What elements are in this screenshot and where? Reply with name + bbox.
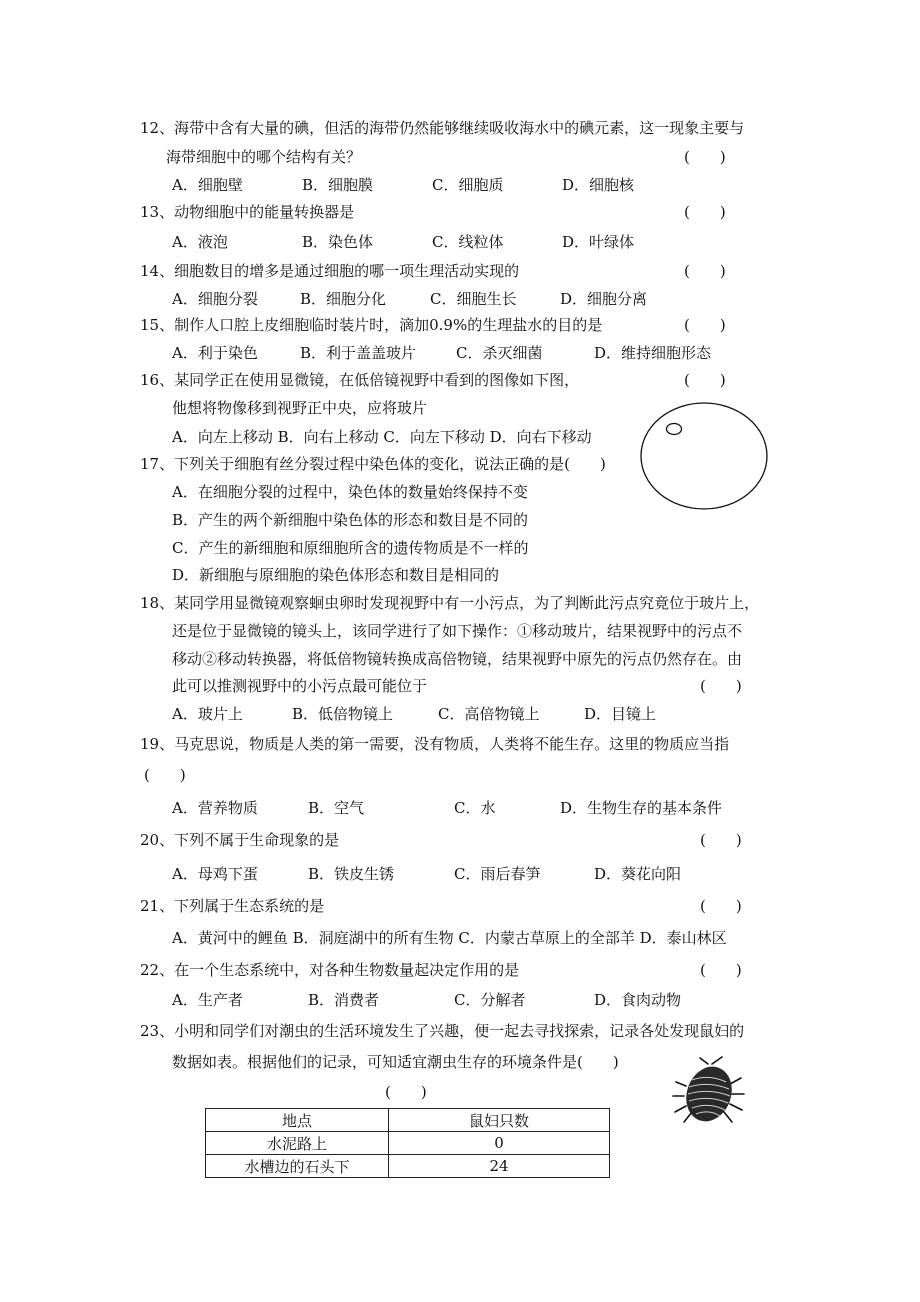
header-count: 鼠妇只数 [389, 1109, 610, 1132]
table-row [206, 1155, 610, 1178]
table-header-row [206, 1109, 610, 1132]
q22-option-c: C．分解者 [454, 991, 526, 1009]
q22-option-d: D．食肉动物 [594, 991, 682, 1009]
q12-option-d: D．细胞核 [562, 176, 635, 194]
q20-option-a: A．母鸡下蛋 [172, 865, 258, 883]
q12-option-b: B．细胞膜 [302, 176, 374, 194]
q19-answer-paren: ( ) [144, 766, 186, 784]
q23-stem-line1: 23、小明和同学们对潮虫的生活环境发生了兴趣，便一起去寻找探索，记录各处发现鼠妇的 [140, 1022, 745, 1040]
q16-stem-line1: 16、某同学正在使用显微镜，在低倍镜视野中看到的图像如下图， [140, 371, 580, 389]
q12-option-c: C．细胞质 [432, 176, 504, 194]
q15-option-b: B．利于盖盖玻片 [300, 344, 417, 362]
q14-option-c: C．细胞生长 [430, 290, 517, 308]
q13-stem: 13、动物细胞中的能量转换器是 [140, 203, 355, 221]
q12-stem-line1: 12、海带中含有大量的碘，但活的海带仍然能够继续吸收海水中的碘元素，这一现象主要与 [140, 119, 745, 137]
q20-option-d: D．葵花向阳 [594, 865, 682, 883]
q15-answer-paren: ( ) [684, 316, 726, 334]
pillbug-icon [668, 1056, 748, 1126]
q16-answer-paren: ( ) [684, 371, 726, 389]
q18-stem-line3: 移动②移动转换器，将低倍物镜转换成高倍物镜，结果视野中原先的污点仍然存在。由 [172, 650, 743, 668]
cell-location: 水泥路上 [206, 1132, 389, 1155]
q20-option-b: B．铁皮生锈 [308, 865, 395, 883]
q15-option-c: C．杀灭细菌 [456, 344, 543, 362]
q15-option-a: A．利于染色 [172, 344, 258, 362]
q13-option-c: C．线粒体 [432, 233, 504, 251]
q13-option-b: B．染色体 [302, 233, 374, 251]
q19-option-d: D．生物生存的基本条件 [560, 799, 723, 817]
q14-answer-paren: ( ) [684, 262, 726, 280]
q16-stem-line2: 他想将物像移到视野正中央，应将玻片 [172, 399, 428, 417]
q18-option-c: C．高倍物镜上 [438, 705, 540, 723]
q23-stem-line2: 数据如表。根据他们的记录，可知适宜潮虫生存的环境条件是( ) [172, 1053, 619, 1071]
q18-answer-paren: ( ) [700, 677, 742, 695]
q18-option-a: A．玻片上 [172, 705, 243, 723]
q17-stem: 17、下列关于细胞有丝分裂过程中染色体的变化，说法正确的是( ) [140, 455, 606, 473]
q12-option-a: A．细胞壁 [172, 176, 243, 194]
q19-stem: 19、马克思说，物质是人类的第一需要，没有物质，人类将不能生存。这里的物质应当指 [140, 735, 730, 753]
q18-option-d: D．目镜上 [584, 705, 657, 723]
q18-stem-line1: 18、某同学用显微镜观察蛔虫卵时发现视野中有一小污点，为了判断此污点究竟位于玻片上， [140, 594, 760, 612]
q22-option-a: A．生产者 [172, 991, 243, 1009]
q14-stem: 14、细胞数目的增多是通过细胞的哪一项生理活动实现的 [140, 262, 520, 280]
q13-option-d: D．叶绿体 [562, 233, 635, 251]
table-row [206, 1132, 610, 1155]
q23-answer-paren: ( ) [385, 1083, 427, 1101]
q18-stem-line2: 还是位于显微镜的镜头上，该同学进行了如下操作：①移动玻片，结果视野中的污点不 [172, 622, 743, 640]
q13-answer-paren: ( ) [684, 203, 726, 221]
q20-option-c: C．雨后春笋 [454, 865, 541, 883]
q18-option-b: B．低倍物镜上 [292, 705, 394, 723]
q22-answer-paren: ( ) [700, 961, 742, 979]
q21-stem: 21、下列属于生态系统的是 [140, 897, 325, 915]
q14-option-a: A．细胞分裂 [172, 290, 258, 308]
q17-option-d: D．新细胞与原细胞的染色体形态和数目是相同的 [172, 566, 500, 584]
cell-location: 水槽边的石头下 [206, 1155, 389, 1178]
q15-stem: 15、制作人口腔上皮细胞临时装片时，滴加0.9%的生理盐水的目的是 [140, 316, 603, 334]
q17-option-a: A．在细胞分裂的过程中，染色体的数量始终保持不变 [172, 483, 528, 501]
q22-stem: 22、在一个生态系统中，对各种生物数量起决定作用的是 [140, 961, 520, 979]
q20-answer-paren: ( ) [700, 831, 742, 849]
q21-options: A．黄河中的鲤鱼 B．洞庭湖中的所有生物 C．内蒙古草原上的全部羊 D．泰山林区 [172, 929, 727, 947]
q16-options: A．向左上移动 B．向右上移动 C．向左下移动 D．向右下移动 [172, 428, 592, 446]
cell-count: 0 [389, 1132, 610, 1155]
q20-stem: 20、下列不属于生命现象的是 [140, 831, 340, 849]
microscope-field-figure [636, 398, 776, 518]
q19-option-c: C．水 [454, 799, 496, 817]
q21-answer-paren: ( ) [700, 897, 742, 915]
q19-option-a: A．营养物质 [172, 799, 258, 817]
q13-option-a: A．液泡 [172, 233, 228, 251]
q18-stem-line4: 此可以推测视野中的小污点最可能位于 [172, 677, 428, 695]
survey-table [205, 1108, 610, 1178]
cell-count: 24 [389, 1155, 610, 1178]
q15-option-d: D．维持细胞形态 [594, 344, 712, 362]
q14-option-b: B．细胞分化 [300, 290, 387, 308]
q12-stem-line2: 海带细胞中的哪个结构有关？ [166, 148, 362, 166]
q14-option-d: D．细胞分离 [560, 290, 648, 308]
header-location: 地点 [206, 1109, 389, 1132]
q19-option-b: B．空气 [308, 799, 365, 817]
q22-option-b: B．消费者 [308, 991, 380, 1009]
q17-option-c: C．产生的新细胞和原细胞所含的遗传物质是不一样的 [172, 539, 529, 557]
q12-answer-paren: ( ) [684, 148, 726, 166]
q17-option-b: B．产生的两个新细胞中染色体的形态和数目是不同的 [172, 511, 529, 529]
